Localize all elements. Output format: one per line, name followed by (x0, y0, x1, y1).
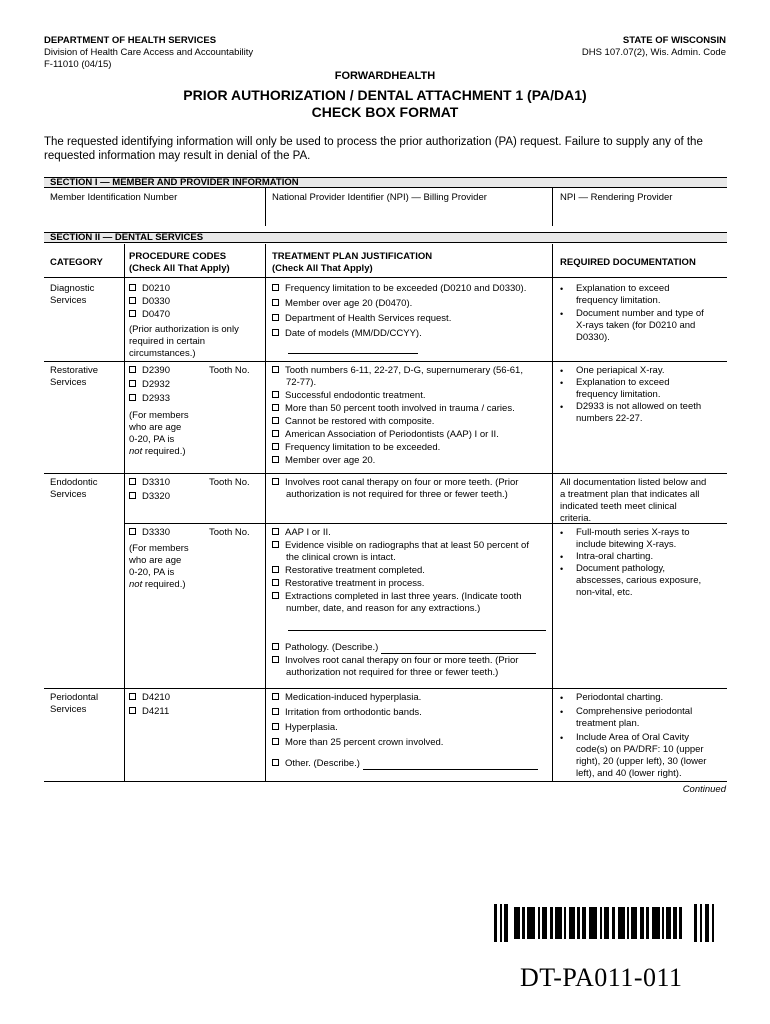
doc-item: • Intra-oral charting. (560, 551, 654, 562)
date-models-field[interactable] (288, 352, 418, 354)
just-endodontic[interactable]: Successful endodontic treatment. (272, 390, 523, 402)
checkbox[interactable] (129, 707, 136, 714)
doc-item: • D2933 is not allowed on teeth numbers 22-27. (560, 401, 702, 424)
category-restorative: Restorative Services (50, 365, 99, 388)
form-id: DT-PA011-011 (520, 963, 683, 992)
code-d3320[interactable]: D3320 (129, 491, 170, 503)
checkbox[interactable] (129, 528, 136, 535)
checkbox[interactable] (272, 708, 279, 715)
checkbox[interactable] (272, 528, 279, 535)
just-crown-25[interactable]: More than 25 percent crown involved. (272, 737, 538, 749)
just-extractions[interactable]: Extractions completed in last three years. (Indicate tooth number, date, and reason for any extractions.) (272, 591, 552, 615)
checkbox[interactable] (272, 738, 279, 745)
restorative-note: (For members who are age 0-20, PA is not required.) (129, 410, 189, 457)
npi-billing-label: National Provider Identifier (NPI) — Billing Provider (272, 192, 487, 203)
npi-rendering-label: NPI — Rendering Provider (560, 192, 673, 203)
section-2-header: SECTION II — DENTAL SERVICES (44, 232, 727, 243)
checkbox[interactable] (272, 643, 279, 650)
code-d3330[interactable]: D3330 (129, 527, 189, 539)
tooth-no-label: Tooth No. (209, 527, 250, 538)
col-category: CATEGORY (50, 257, 103, 268)
just-tooth-numbers[interactable]: Tooth numbers 6-11, 22-27, D-G, supernumerary (56-61, 72-77). (272, 365, 523, 389)
just-pathology[interactable]: Pathology. (Describe.) (272, 642, 552, 654)
doc-item: • Periodontal charting. (560, 692, 664, 703)
state-name: STATE OF WISCONSIN (622, 35, 726, 46)
checkbox[interactable] (272, 759, 279, 766)
checkbox[interactable] (272, 579, 279, 586)
just-frequency[interactable]: Frequency limitation to be exceeded (D0210 and D0330). (272, 283, 526, 295)
checkbox[interactable] (129, 492, 136, 499)
code-d3310[interactable]: D3310 (129, 477, 170, 489)
doc-item: • Include Area of Oral Cavity code(s) on PA/DRF: 10 (upper right), 20 (upper left), 30 (lower left), and 40 (lower right). (560, 732, 707, 779)
program-name: FORWARDHEALTH (334, 70, 436, 82)
just-aap[interactable]: AAP I or II. (272, 527, 552, 539)
category-periodontal: Periodontal Services (50, 692, 99, 715)
division-name: Division of Health Care Access and Accountability (44, 47, 254, 58)
extractions-field[interactable] (288, 629, 546, 631)
checkbox[interactable] (272, 592, 279, 599)
diagnostic-note: (Prior authorization is only required in certain circumstances.) (129, 324, 239, 359)
col-procedure-note: (Check All That Apply) (129, 263, 230, 274)
checkbox[interactable] (272, 391, 279, 398)
checkbox[interactable] (272, 656, 279, 663)
doc-item: • One periapical X-ray. (560, 365, 665, 376)
checkbox[interactable] (272, 417, 279, 424)
checkbox[interactable] (129, 310, 136, 317)
just-irritation[interactable]: Irritation from orthodontic bands. (272, 707, 538, 719)
tooth-no-label: Tooth No. (209, 477, 250, 488)
just-trauma[interactable]: More than 50 percent tooth involved in trauma / caries. (272, 403, 523, 415)
member-id-field[interactable] (50, 204, 260, 224)
code-d0470[interactable]: D0470 (129, 309, 239, 321)
just-over-20[interactable]: Member over age 20 (D0470). (272, 298, 526, 310)
just-date-models[interactable]: Date of models (MM/DD/CCYY). (272, 328, 526, 340)
just-frequency[interactable]: Frequency limitation to be exceeded. (272, 442, 523, 454)
checkbox[interactable] (129, 478, 136, 485)
admin-code: DHS 107.07(2), Wis. Admin. Code (581, 47, 726, 58)
category-endodontic: Endodontic Services (50, 477, 98, 500)
doc-item: • Explanation to exceed frequency limitation. (560, 283, 670, 306)
checkbox[interactable] (272, 430, 279, 437)
department-name: DEPARTMENT OF HEALTH SERVICES (44, 35, 217, 46)
checkbox[interactable] (129, 366, 136, 373)
code-d0330[interactable]: D0330 (129, 296, 239, 308)
just-restorative-process[interactable]: Restorative treatment in process. (272, 578, 552, 590)
checkbox[interactable] (272, 404, 279, 411)
tooth-no-label: Tooth No. (209, 365, 250, 376)
checkbox[interactable] (272, 456, 279, 463)
code-d2933[interactable]: D2933 (129, 393, 189, 405)
checkbox[interactable] (272, 443, 279, 450)
col-procedure: PROCEDURE CODES (129, 251, 227, 262)
section-1-header: SECTION I — MEMBER AND PROVIDER INFORMATION (44, 177, 727, 188)
other-field[interactable] (363, 769, 538, 770)
checkbox[interactable] (272, 284, 279, 291)
barcode-graphic (494, 904, 716, 942)
category-diagnostic: Diagnostic Services (50, 283, 95, 306)
doc-item: • Document pathology, abscesses, carious exposure, non-vital, etc. (560, 563, 702, 598)
checkbox[interactable] (272, 541, 279, 548)
page-subtitle: CHECK BOX FORMAT (311, 104, 459, 120)
checkbox[interactable] (272, 566, 279, 573)
checkbox[interactable] (129, 394, 136, 401)
checkbox[interactable] (272, 366, 279, 373)
col-justification-note: (Check All That Apply) (272, 263, 373, 274)
code-d2932[interactable]: D2932 (129, 379, 189, 391)
just-dhs-request[interactable]: Department of Health Services request. (272, 313, 526, 325)
page-title: PRIOR AUTHORIZATION / DENTAL ATTACHMENT 1 (PA/DA1) (183, 87, 587, 103)
doc-item: • Document number and type of X-rays taken (for D0210 and D0330). (560, 308, 704, 343)
just-composite[interactable]: Cannot be restored with composite. (272, 416, 523, 428)
intro-paragraph: The requested identifying information will only be used to process the prior authorization (PA) request. Failure to supply any of the requested information may result in denial of the PA. (44, 136, 703, 162)
doc-item: • Explanation to exceed frequency limitation. (560, 377, 670, 400)
col-justification: TREATMENT PLAN JUSTIFICATION (272, 251, 433, 262)
checkbox[interactable] (272, 478, 279, 485)
checkbox[interactable] (272, 329, 279, 336)
code-d2390[interactable]: D2390 (129, 365, 189, 377)
checkbox[interactable] (129, 380, 136, 387)
just-over-20[interactable]: Member over age 20. (272, 455, 523, 467)
npi-billing-field[interactable] (272, 204, 547, 224)
checkbox[interactable] (129, 284, 136, 291)
code-d4210[interactable]: D4210 (129, 692, 170, 704)
just-root-canal[interactable]: Involves root canal therapy on four or more teeth. (Prior authorization is not required for three or fewer teeth.) (272, 477, 518, 501)
just-restorative-completed[interactable]: Restorative treatment completed. (272, 565, 552, 577)
just-hyperplasia[interactable]: Hyperplasia. (272, 722, 538, 734)
member-id-label: Member Identification Number (50, 192, 178, 203)
checkbox[interactable] (129, 297, 136, 304)
just-medication[interactable]: Medication-induced hyperplasia. (272, 692, 538, 704)
checkbox[interactable] (129, 693, 136, 700)
just-other[interactable]: Other. (Describe.) (272, 758, 538, 770)
code-d4211[interactable]: D4211 (129, 706, 170, 718)
just-aap[interactable]: American Association of Periodontists (AAP) I or II. (272, 429, 523, 441)
npi-rendering-field[interactable] (560, 204, 720, 224)
just-crown-intact[interactable]: Evidence visible on radiographs that at least 50 percent of the clinical crown is intact. (272, 540, 552, 564)
endodontic-doc-intro: All documentation listed below and a treatment plan that indicates all indicated teeth meet clinical criteria. (560, 477, 707, 524)
checkbox[interactable] (272, 299, 279, 306)
doc-item: • Full-mouth series X-rays to include bitewing X-rays. (560, 527, 690, 550)
endodontic-note: (For members who are age 0-20, PA is not required.) (129, 543, 189, 590)
form-number: F-11010 (04/15) (44, 59, 112, 70)
continued-label: Continued (682, 784, 726, 795)
pathology-field[interactable] (381, 653, 536, 654)
col-documentation: REQUIRED DOCUMENTATION (560, 257, 696, 268)
doc-item: • Comprehensive periodontal treatment plan. (560, 706, 693, 729)
checkbox[interactable] (272, 693, 279, 700)
checkbox[interactable] (272, 314, 279, 321)
checkbox[interactable] (272, 723, 279, 730)
just-root-canal[interactable]: Involves root canal therapy on four or more teeth. (Prior authorization not required for three or fewer teeth.) (272, 655, 552, 679)
code-d0210[interactable]: D0210 (129, 283, 239, 295)
